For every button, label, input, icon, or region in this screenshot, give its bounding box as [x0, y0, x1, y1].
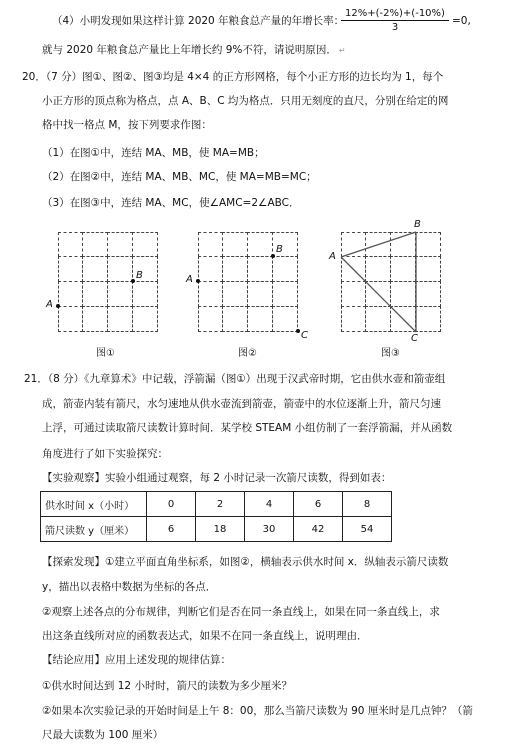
- q21-application-3: 尺最大读数为 100 厘米）: [42, 729, 164, 741]
- fig3-label-c: C: [411, 333, 418, 344]
- table-row: [41, 492, 392, 517]
- fig3-label-a: A: [329, 251, 336, 262]
- table-cell: 0: [147, 492, 196, 517]
- q20-item3: （3）在图③中，连结 MA、MC，使∠AMC=2∠ABC．: [42, 197, 300, 209]
- q21-line2: 成，箭壶内装有箭尺，水匀速地从供水壶流到箭壶，箭壶中的水位逐渐上升，箭尺匀速: [42, 398, 441, 410]
- table-cell: 54: [343, 517, 392, 542]
- fig3-label-b: B: [414, 219, 421, 230]
- fig2-caption: 图②: [238, 348, 257, 359]
- q21-line4: 角度进行了如下实验探究：: [42, 448, 168, 460]
- q19-4-fraction: $\frac{12\%+(-2\%)+(-10\%)}{3}$: [341, 8, 449, 33]
- q21-explore-1: 【探索发现】①建立平面直角坐标系，如图②，横轴表示供水时间 x．纵轴表示箭尺读数: [42, 556, 449, 568]
- table-row: [41, 517, 392, 542]
- q20-line2: 小正方形的顶点称为格点，点 A、B、C 均为格点．只用无刻度的直尺，分别在给定的网: [42, 95, 449, 107]
- table-cell: 4: [245, 492, 294, 517]
- fig3-caption: 图③: [381, 348, 400, 359]
- table-cell: 2: [196, 492, 245, 517]
- fig2-label-b: B: [276, 244, 283, 255]
- table-cell: 6: [294, 492, 343, 517]
- fig2-label-c: C: [301, 330, 308, 341]
- table-cell: 42: [294, 517, 343, 542]
- q19-4-fraction-tail: =0,: [452, 15, 471, 27]
- q21-line1: 21．（8 分）《九章算术》中记载，浮箭漏（图①）出现于汉武帝时期，它由供水壶和箭壶组: [24, 373, 446, 385]
- q21-conclusion: 【结论应用】应用上述发现的规律估算：: [42, 654, 231, 666]
- q21-application-2: ②如果本次实验记录的开始时间是上午 8：00，那么当箭尺读数为 90 厘米时是几点钟？（箭: [42, 705, 473, 717]
- q19-4-line1: （4）小明发现如果这样计算 2020 年粮食总产量的年增长率：: [52, 15, 345, 27]
- q19-4-line2: 就与 2020 年粮食总产量比上年增长约 9%不符，请说明原因． ↵: [42, 44, 346, 56]
- table-cell: 6: [147, 517, 196, 542]
- q21-explore-4: 出这条直线所对应的函数表达式，如果不在同一条直线上，说明理由．: [42, 630, 368, 642]
- fig1-label-b: B: [136, 270, 143, 281]
- q20-line3: 格中找一格点 M，按下列要求作图：: [42, 119, 212, 131]
- table-cell: 8: [343, 492, 392, 517]
- data-table: [40, 491, 392, 542]
- q21-observation: 【实验观察】实验小组通过观察，每 2 小时记录一次箭尺读数，得到如表：: [42, 472, 392, 484]
- table-cell: 30: [245, 517, 294, 542]
- table-cell: 18: [196, 517, 245, 542]
- q20-line1: 20．（7 分）图①、图②、图③均是 4×4 的正方形网格，每个小正方形的边长均为 1，每个: [22, 71, 444, 83]
- table-header-x: 供水时间 x（小时）: [41, 492, 147, 517]
- fig1-label-a: A: [46, 299, 53, 310]
- fig2-label-a: A: [186, 274, 193, 285]
- q21-line3: 上浮，可通过读取箭尺读数计算时间．某学校 STEAM 小组仿制了一套浮箭漏，并从函数: [42, 422, 453, 434]
- q21-explore-3: ②观察上述各点的分布规律，判断它们是否在同一条直线上，如果在同一条直线上，求: [42, 606, 440, 618]
- table-header-y: 箭尺读数 y（厘米）: [41, 517, 147, 542]
- q20-item1: （1）在图①中，连结 MA、MB，使 MA=MB；: [42, 147, 265, 159]
- q21-application-1: ①供水时间达到 12 小时时，箭尺的读数为多少厘米？: [42, 680, 292, 692]
- q21-explore-2: y，描出以表格中数据为坐标的各点．: [42, 581, 217, 593]
- q20-item2: （2）在图②中，连结 MA、MB、MC，使 MA=MB=MC；: [42, 171, 317, 183]
- fig1-caption: 图①: [96, 348, 115, 359]
